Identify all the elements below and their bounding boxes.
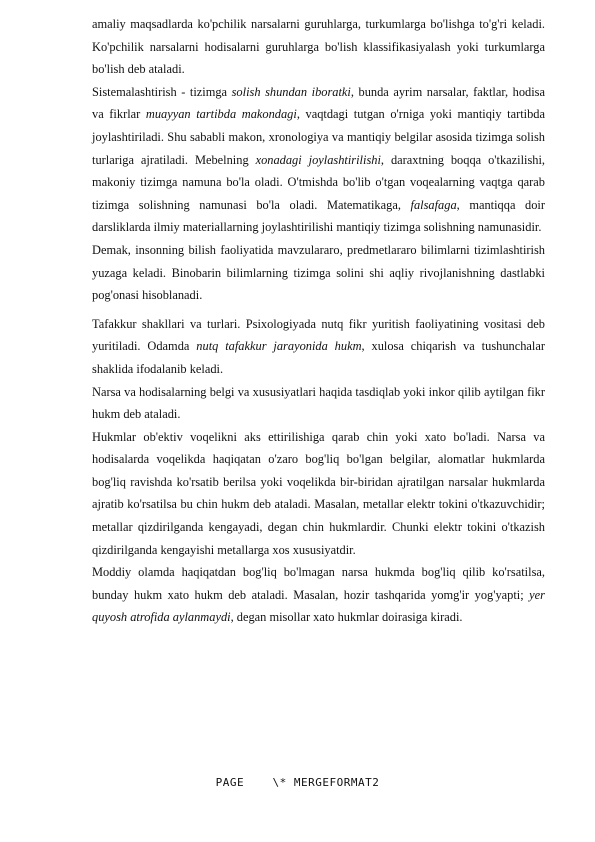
text-run: Hukmlar ob'ektiv voqelikni aks ettirilishiga qarab chin yoki xato bo'ladi. Narsa va hodisalarda voqelikda haqiqatan o'zaro bog'liq bo'lgan belgilar, alomatlar hukmlarda bog'liq ravishda ko'rsatib berilsa yoki voqelikda bir-biridan ajratilgan narsalar hukmlarda ajratib ko'rsatilsa bu chin hukm deb ataladi. Masalan, metallar elektr tokini o'tkazuvchidir; metallar qizdirilganda kengayadi, degan chin hukmlardir. Chunki elektr tokini o'tkazish qizdirilganda kengayishi metallarga xos xususiyatdir. [92, 429, 545, 557]
text-run: , daraxtning boqqa o'tkazilishi, makoniy tizimga namuna bo'la oladi. O'tmishda bo'lib o'tgan voqealarning vaqtga qarab tizimga solishning namunasi bo'la oladi. Matematikaga, [92, 152, 546, 212]
paragraph-p7 [92, 561, 545, 629]
paragraph-p1 [92, 13, 545, 81]
text-run: Tafakkur shakllari va turlari. Psixologiyada nutq fikr yuritish faoliyatining vositasi deb yuritiladi. Odamda [92, 316, 545, 354]
text-run: Moddiy olamda haqiqatdan bog'liq bo'lmagan narsa hukmda bog'liq qilib ko'rsatilsa, bunday hukm xato hukm deb ataladi. Masalan, hozir tashqarida yomg'ir yog'yapti; [92, 565, 545, 602]
paragraph-p5 [92, 381, 545, 426]
document-page [92, 13, 545, 629]
text-run: , vaqtdagi tutgan o'rniga yoki mantiqiy tartibda joylashtiriladi. Shu sababli makon, xronologiya va mantiqiy belgilar asosida tizimga solish turlariga ajratiladi. Mebelning [92, 107, 545, 167]
text-run: Narsa va hodisalarning belgi va xususiyatlari haqida tasdiqlab yoki inkor qilib aytilgan fikr hukm deb ataladi. [92, 384, 545, 422]
text-run: Demak, insonning bilish faoliyatida mavzulararo, predmetlararo bilimlarni tizimlashtirish yuzaga keladi. Binobarin bilimlarning tizimga solini shi aqliy rivojlanishning dastlabki pog'onasi hisoblanadi. [92, 242, 545, 303]
text-run: , xulosa chiqarish va tushunchalar shaklida ifodalanib keladi. [92, 339, 545, 376]
italic-phrase: nutq tafakkur jarayonida hukm [196, 339, 362, 354]
paragraph-p4 [92, 313, 545, 381]
paragraph-p2 [92, 81, 545, 239]
text-run: Sistemalashtirish - tizimga [92, 84, 232, 99]
italic-phrase: muayyan tartibda makondagi [145, 107, 297, 122]
italic-phrase: yer quyosh atrofida aylanmaydi [92, 587, 545, 625]
text-run: amaliy maqsadlarda ko'pchilik narsalarni guruhlarga, turkumlarga bo'lishga to'g'ri keladi. Ko'pchilik narsalarni hodisalarni guruhlarga bo'lish klassifikasiyalash yoki turkumlarga bo'lish deb ataladi. [92, 17, 545, 77]
text-run: , bunda ayrim narsalar, faktlar, hodisa va fikrlar [92, 84, 545, 122]
paragraph-p6 [92, 426, 545, 562]
paragraph-p3 [92, 239, 545, 307]
italic-phrase: xonadagi joylashtirilishi [255, 152, 381, 167]
page-number-field: PAGE \* MERGEFORMAT2 [215, 776, 380, 789]
text-run: , mantiqqa doir darsliklarda ilmiy materiallarning joylashtirilishi mantiqiy tizimga solishning namunasidir. [92, 197, 545, 235]
italic-phrase: falsafaga [410, 197, 457, 212]
italic-phrase: solish shundan iboratki [231, 84, 351, 99]
text-run: , degan misollar xato hukmlar doirasiga kiradi. [230, 610, 463, 625]
